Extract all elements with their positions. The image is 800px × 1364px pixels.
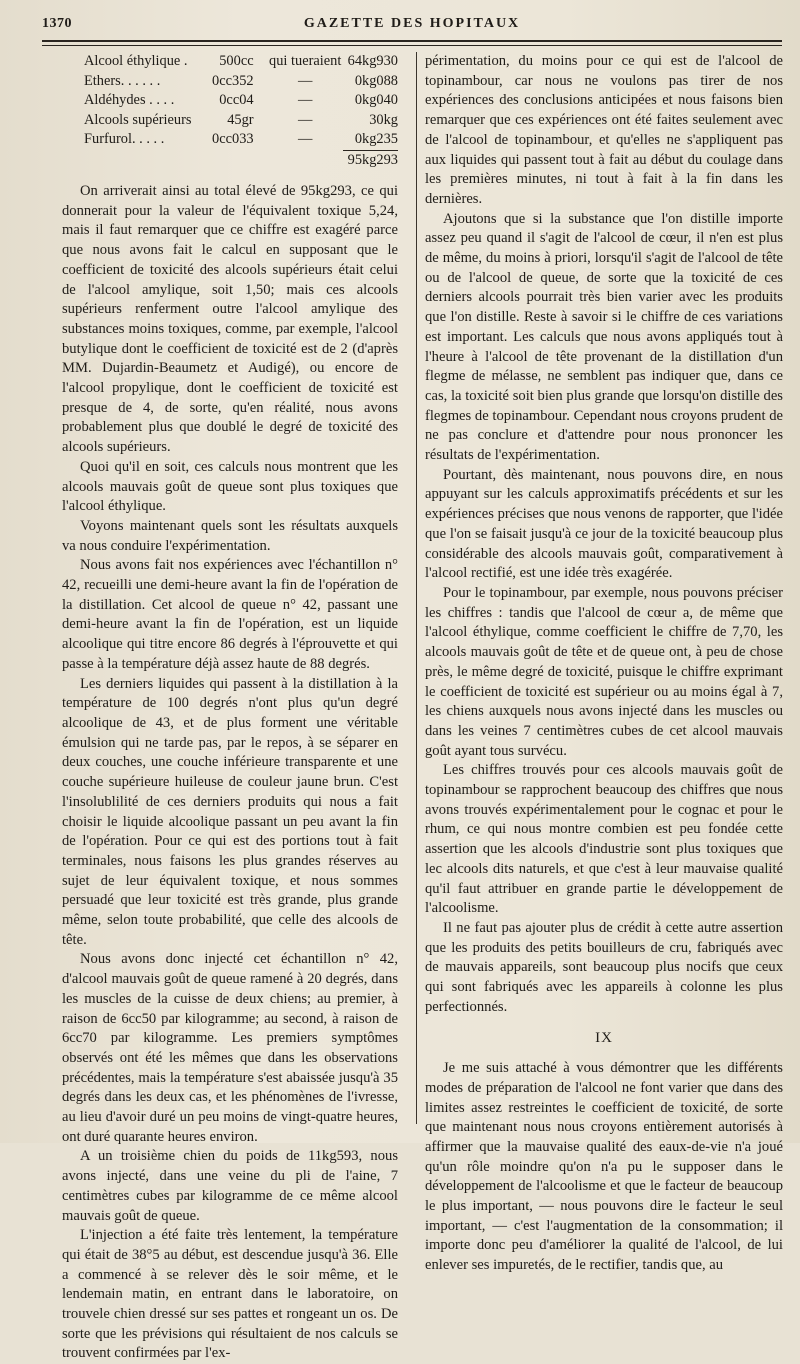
body-paragraph: Quoi qu'il en soit, ces calculs nous montrent que les alcools mauvais goût de queue sont plus toxiques que l'alcool éthylique. — [62, 458, 398, 515]
section-number: IX — [595, 1030, 613, 1047]
substance-dose: 0kg235 — [354, 131, 398, 147]
substance-quantity: 45gr — [227, 111, 254, 128]
page-number: 1370 — [42, 16, 72, 31]
body-paragraph: Ajoutons que si la substance que l'on distille importe assez peu quand il s'agit de l'alcool de cœur, il n'en est plus de même, du moins à priori, lorsqu'il s'agit de l'alcool de tête ou de l'alcool de queue, de sorte que la toxicité de ces derniers alcools pourrait très bien varier avec les produits que l'on distille. Reste à savoir si le chiffre de ces variations est important. Les calculs que nous avons appliqués tout à l'heure à l'alcool de tête provenant de la distillation d'un flegme de mélasse, ne semblent pas indiquer que, dans ce cas, la toxicité soit bien plus grande que lorsqu'on distille des flegmes de topinambour. Cependant nous croyons prudent de ne pas conclure et d'attendre pour nous prononcer les résultats de l'expérimentation. — [425, 210, 783, 464]
substance-quantity: 0cc04 — [219, 92, 254, 108]
body-paragraph: On arriverait ainsi au total élevé de 95kg293, ce qui donnerait pour la valeur de l'équivalent toxique 5,24, mais il faut remarquer que ce chiffre est exagéré parce que nous avons fait le calcul en supposant que le coefficient de toxicité des alcools supérieurs était celui de l'alcool amylique, soit 1,50; mais ces alcools supérieurs renferment outre l'alcool amylique des substances moins toxiques, comme, par exemple, l'alcool butylique dont le coefficient de toxicité est de 2 (d'après MM. Dujardin-Beaumetz et Audigé), ou encore de l'alcool propylique, dont le coefficient de toxicité est presque de 4, de sorte, qu'en réalité, nous avons probablement plus que doublé le degré de toxicité des alcools supérieurs. — [62, 183, 398, 456]
page-header — [42, 14, 782, 40]
substance-name: Alcool éthylique . — [84, 53, 188, 69]
continued-paragraph: périmentation, du moins pour ce qui est de l'alcool de topinambour, car nous ne voulons pas tirer de nos expériences des conclusions anticipées et nous faisons bien remarquer que ces expériences ont été faites seulement avec de l'alcool de topinambour, et qu'elles ne s'appliquent pas aux liquides qui passent tout à fait au début du coulage dans les premières minutes, ni tout à fait à la fin dans les dernières. — [425, 53, 783, 207]
substance-name: Aldéhydes . . . . — [84, 92, 175, 108]
substance-name: Alcools supérieurs — [84, 111, 192, 128]
section-paragraph: Je me suis attaché à vous démontrer que les différents modes de préparation de l'alcool ne font varier que dans des limites assez restreintes le coefficient de toxicité, de sorte que maintenant nous nous croyons entièrement autorisés à affirmer que la mauvaise qualité des eaux-de-vie n'a joué qu'un rôle moindre qu'on n'a pu le supposer dans le développement de l'alcoolisme et que le facteur de beaucoup le plus important, — nous pouvons dire le facteur le seul important, — c'est l'augmentation de la consommation; il importe donc peu d'améliorer la qualité de l'alcool, de lui enlever ses impuretés, de le rectifier, tandis que, au — [425, 1060, 783, 1274]
table-row — [84, 72, 398, 92]
substance-relation: qui tueraient — [269, 53, 342, 69]
column-divider — [416, 52, 417, 1124]
body-paragraph: A un troisième chien du poids de 11kg593, nous avons injecté, dans une veine du pli de l'aine, 7 centimètres cubes par kilogramme de ce même alcool mauvais goût de queue. — [62, 1148, 398, 1224]
table-total-row — [84, 150, 398, 170]
substance-relation: — — [298, 72, 313, 89]
substance-quantity: 500cc — [219, 53, 254, 69]
table-row — [84, 52, 398, 72]
body-paragraph: Nous avons fait nos expériences avec l'échantillon n° 42, recueilli une demi-heure avant la fin de l'opération de la distillation. Cet alcool de queue n° 42, passant une demi-heure avant la fin de l'opération, est un liquide alcoolique qui titre encore 86 degrés à l'éprouvette et qui passe à la température déjà assez haute de 88 degrés. — [62, 557, 398, 672]
journal-title: GAZETTE DES HOPITAUX — [303, 16, 521, 31]
substance-dose: 0kg040 — [354, 92, 398, 108]
table-row — [84, 130, 398, 150]
body-paragraph: Pourtant, dès maintenant, nous pouvons dire, en nous appuyant sur les calculs approximatifs précédents et sur les expériences précises que nous venons de rapporter, que l'idée que l'on se faisait jusqu'à ce jour de la toxicité beaucoup plus considérable des alcools mauvais goût, comparativement à l'alcool rectifié, est une idée très exagérée. — [425, 466, 783, 582]
substance-quantity: 0cc033 — [212, 131, 254, 147]
body-paragraph: Il ne faut pas ajouter plus de crédit à cette autre assertion que les produits des petits bouilleurs de cru, fabriqués avec de mauvais appareils, sont beaucoup plus nocifs que ceux qui sont fabriqués avec les appareils à colonne les plus perfectionnés. — [425, 919, 783, 1015]
header-rule-thick — [42, 40, 782, 42]
substance-dose: 64kg930 — [347, 53, 398, 69]
table-row — [84, 111, 398, 131]
substance-relation: — — [298, 111, 313, 128]
body-paragraph: L'injection a été faite très lentement, la température qui était de 38°5 au début, est descendue jusqu'à 36. Elle a commencé à se relever dès le soir même, et le lendemain matin, en entrant dans le laboratoire, on trouvele chien dressé sur ses pattes et rongeant un os. De sorte que les prévisions qui résultaient de nos calculs se trouvent confirmées par l'ex- — [62, 1227, 398, 1362]
substance-dose: 30kg — [369, 111, 398, 128]
body-paragraph: Les chiffres trouvés pour ces alcools mauvais goût de topinambour se rapprochent beaucoup des chiffres que nous avons trouvés expérimentalement pour le cognac et pour le rhum, ce qui nous montre combien est peu fondée cette assertion que les alcools d'industrie sont plus toxiques que lec alcools dits naturels, et que c'est à leur mauvaise qualité qu'il faut attribuer en grande partie le développement de l'alcoolisme. — [425, 762, 783, 917]
substance-name: Ethers. . . . . . — [84, 72, 161, 89]
substance-relation: — — [298, 131, 313, 147]
body-paragraph: Les derniers liquides qui passent à la distillation à la température de 100 degrés n'ont plus qu'un degré alcoolique de 43, et de plus forment une véritable émulsion qui ne tarde pas, par le repos, à se séparer en deux couches, une couche inférieure transparente et une couche supérieure huileuse de couleur jaune brun. C'est l'insolublilité de ces derniers produits qui nous a fait choisir le liquide alcoolique passant un peu avant la fin de l'opération. Pour ce qui est des portions tout à fait terminales, nous faisons les plus grandes réserves au sujet de leur équivalent toxique, et nous sommes persuadé que leur toxicité est très grande, plus grande même, selon toute probabilité, que celle des alcools de tête. — [62, 675, 398, 948]
header-rule-thin — [42, 45, 782, 46]
substance-dose: 0kg088 — [354, 72, 398, 89]
table-total: 95kg293 — [343, 150, 398, 170]
substance-name: Furfurol. . . . . — [84, 131, 165, 147]
body-paragraph: Nous avons donc injecté cet échantillon n° 42, d'alcool mauvais goût de queue ramené à 20 degrés, dans les muscles de la cuisse de deux chiens; au premier, à raison de 6cc50 par kilogramme; au second, à raison de 6cc70 par kilogramme. Les premiers symptômes observés ont été les mêmes que dans les observations précédentes, mais la température s'est abaissée jusqu'à 35 degrés dans les deux cas, et les phénomènes de l'ivresse, au lieu d'avoir duré un peu moins de vingt-quatre heures, ont duré quarante heures environ. — [62, 951, 398, 1145]
right-column — [425, 52, 783, 1274]
body-paragraph: Pour le topinambour, par exemple, nous pouvons préciser les chiffres : tandis que l'alcool de cœur a, de même que l'alcool éthylique, comme coefficient le chiffre de 7,70, les alcools mauvais goût de tête et de queue ont, à peu de chose près, le même degré de toxicité, puisque le chiffre exprimant le coefficient de toxicité est supérieur ou au moins égal à 7, les chiens auxquels nous avons injecté dans les muscles ou dans les veines 7 centimètres cubes de cet alcool mauvais goût ayant tous survécu. — [425, 584, 783, 759]
body-paragraph: Voyons maintenant quels sont les résultats auxquels va nous conduire l'expérimentation. — [62, 517, 398, 554]
substance-quantity: 0cc352 — [212, 72, 254, 89]
substance-relation: — — [298, 92, 313, 108]
table-row — [84, 91, 398, 111]
toxicity-table — [84, 52, 398, 170]
left-column — [62, 52, 398, 1362]
